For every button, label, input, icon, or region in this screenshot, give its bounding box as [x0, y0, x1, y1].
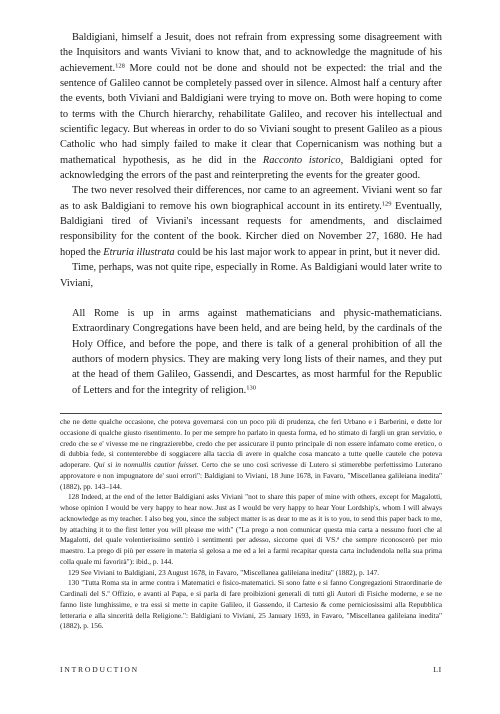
- footnote-latin-phrase: Qui si in nonnullis cautior fuisset: [93, 460, 197, 469]
- paragraph-2: [60, 183, 442, 260]
- running-section-title: INTRODUCTION: [60, 665, 139, 674]
- footnote-ref-128: 128: [115, 62, 125, 70]
- running-footer: [60, 665, 442, 679]
- footnote-128: 128 Indeed, at the end of the letter Baldigiani asks Viviani "not to share this paper of mine with others, except for Magalotti, whose opinion I would be very happy to hear now. Just as I would be very happy to hear Your Lordship's, whom I will always acknowledge as my teacher. I also beg you, since the subject matter is as dear to me as it is to you, to send this paper back to me, by attaching it to the first letter you will please me with" ("La prego a non comunicar questa mia carta a nessuno fuori che al Magalotti, del quale volentierissimo sentirò i sentimenti per adesso, siccome quei di VS.ª che sempre riconoscerò per mio maestro. La prego di più per essere in materia sì gelosa a me ed a lei a farmi recapitar questa carta includendola nella sua prima colla quale mi favorirà"): ibid., p. 144.: [60, 492, 442, 566]
- paragraph-2-text-a: The two never resolved their differences, nor came to an agreement. Viviani went so far as to ask Baldigiani to remove his own biographical account in its entirety.: [60, 185, 442, 212]
- paragraph-2-text-b: Eventually, Baldigiani tired of Viviani's incessant requests for amendments, and disclaimed responsibility for the content of the book. Kircher died on November 27, 1680. He had hoped the: [60, 200, 442, 258]
- work-title-etruria: Etruria illustrata: [103, 246, 175, 258]
- main-text: [60, 30, 442, 398]
- block-quote-text: All Rome is up in arms against mathematicians and physic-mathematicians. Extraordinary Congregations have been held, and are being held, by the cardinals of the Holy Office, and before the pope, and there is talk of a general prohibition of all the authors of modern physics. They are making very long lists of their names, and they put at the head of them Galileo, Gassendi, and Descartes, as most harmful for the Republic of Letters and for the integrity of religion.: [72, 307, 442, 396]
- footnote-divider: [60, 413, 442, 414]
- paragraph-1-text-b: More could not be done and should not be expected: the trial and the sentence of Galileo cannot be completely passed over in silence. Almost half a century after the events, both Viviani and Baldigiani were trying to move on. Both were hoping to come to terms with the Church hierarchy, rehabilitate Galileo, and recover his intellectual and scientific legacy. But whereas in order to do so Viviani sought to present Galileo as a pious Catholic who had simply failed to make it clear that Copernicanism was nothing but a mathematical hypothesis, as he did in the: [60, 62, 442, 166]
- paragraph-2-text-c: could be his last major work to appear in print, but it never did.: [174, 246, 441, 258]
- footnote-ref-130: 130: [246, 384, 257, 392]
- footnote-130: 130 "Tutta Roma sta in arme contra i Matematici e fisico-matematici. Si sono fatte e si fanno Congregazioni Straordinarie de Cardinali del S.º Offizio, e avanti al Papa, e si parla di fare proibizioni generali di tutti gli Autori di Fisiche moderne, e se ne fanno liste lunghissime, e tra essi si mette in capite Galileo, il Gassendo, il Cartesio & come perniciosissimi alla Repubblica letteraria e alla sincerità della Religione.": Baldigiani to Viviani, 25 January 1693, in Favaro, "Miscellanea galileiana inedita" (1882), p. 156.: [60, 578, 442, 631]
- block-quote: [60, 306, 442, 398]
- footnotes: [60, 417, 442, 632]
- work-title-racconto: Racconto istorico: [262, 154, 341, 166]
- footnote-continued: [60, 417, 442, 492]
- footnote-continued-text-b: . Certo che se uno così scrivesse di Lutero si stimerebbe perfettissimo Luterano approvatore e non impugnatore de' suoi errori": Baldigiani to Viviani, 18 June 1678, in Favaro, "Miscellanea galileiana inedita" (1882), pp. 143–144.: [60, 460, 442, 491]
- paragraph-3: Time, perhaps, was not quite ripe, especially in Rome. As Baldigiani would later write to Viviani,: [60, 262, 442, 289]
- paragraph-1-text-a: Baldigiani, himself a Jesuit, does not refrain from expressing some disagreement with the Inquisitors and wants Viviani to know that, and to acknowledge the magnitude of his achievement.: [60, 32, 442, 74]
- paragraph-1-text-c: , Baldigiani opted for acknowledging the errors of the past and reinterpreting the events for the greater good.: [60, 154, 442, 182]
- footnote-129: 129 See Viviani to Baldigiani, 23 August 1678, in Favaro, "Miscellanea galileiana inedita" (1882), p. 147.: [68, 567, 380, 577]
- page-number: LI: [433, 665, 442, 674]
- footnote-continued-text-a: che ne dette qualche occasione, che poteva governarsi con un poco più di prudenza, che ferì Urbano e i Barberini, e dette lor occasione di qualche giusto risentimento. Io per me sempre ho parlato in questa forma, ed ho stimato di fargli un gran servizio, e credo che se e' vivesse me ne ringrazierebbe, credo che per assicurare il punto principale di non essere infamato come eretico, o di dubbia fede, si contenterebbe di soggiacere alla taccia di avere in qualche cosa mancato a tutte quelle cautele che poteva adoperare.: [60, 417, 442, 469]
- paragraph-1: [60, 30, 442, 183]
- footnote-ref-129: 129: [381, 200, 392, 208]
